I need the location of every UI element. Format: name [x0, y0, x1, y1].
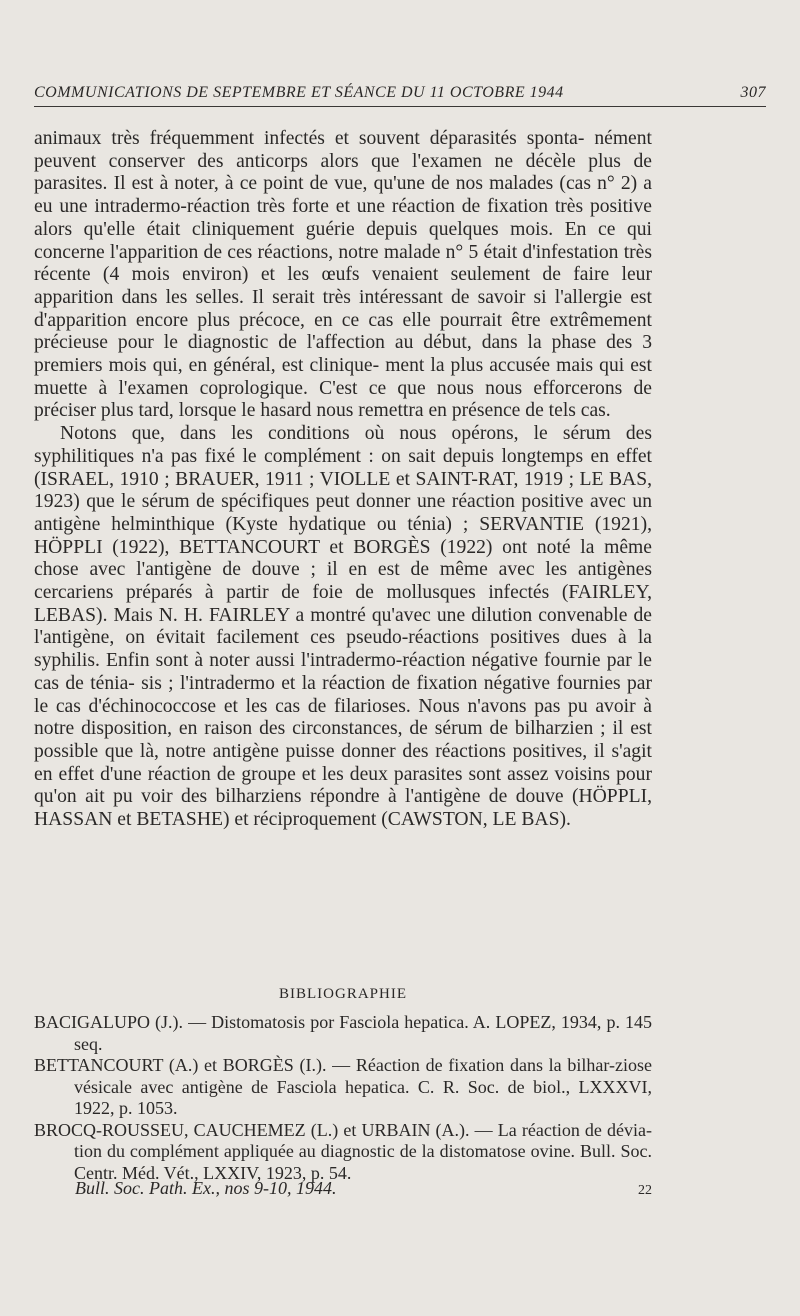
- bibliography-list: [34, 1012, 652, 1184]
- journal-citation: Bull. Soc. Path. Ex., nos 9-10, 1944.: [75, 1178, 337, 1198]
- bibliography-heading: BIBLIOGRAPHIE: [279, 986, 407, 1002]
- bibliography-entry: BROCQ-ROUSSEU, CAUCHEMEZ (L.) et URBAIN (A.). — La réaction de dévia-tion du complément appliquée au diagnostic de la distomatose ovine. Bull. Soc. Centr. Méd. Vét., LXXIV, 1923, p. 54.: [34, 1119, 652, 1183]
- p2-line: bilharziens répondre à l'antigène de douve (HÖPPLI, HASSAN et: [34, 786, 652, 831]
- p1-line: hasard nous remettra en présence de tels cas.: [260, 400, 611, 422]
- p1-line: dans les selles. Il serait très intéressant de savoir si l'allergie est: [121, 286, 652, 308]
- p1-line: nément peuvent conserver des anticorps alors que l'examen ne: [34, 128, 652, 172]
- signature-mark: 22: [638, 1183, 652, 1198]
- p2-line: ces pseudo-réactions positives dues à la syphilis. Enfin sont à noter: [34, 627, 653, 672]
- p2-line: ont noté la même chose avec l'antigène de douve ; il en est de: [34, 536, 652, 581]
- p2-line: en effet (ISRAEL, 1910 ; BRAUER, 1911 ; VIOLLE et SAINT-RAT, 1919 ;: [34, 445, 652, 490]
- p1-line: dans la phase des 3 premiers mois qui, en général, est clinique-: [34, 332, 652, 377]
- p1-line: extrêmement précieuse pour le diagnostic de l'affection au début,: [34, 309, 652, 354]
- p2-line: Notons que, dans les conditions où nous opérons, le sérum des: [60, 423, 652, 445]
- p2-line: aussi l'intradermo-réaction négative fournie par le cas de ténia-: [34, 650, 652, 694]
- paragraph-1: [34, 128, 652, 423]
- p2-line: à notre disposition, en raison des circonstances, de sérum de: [34, 695, 652, 740]
- header-rule: [34, 106, 766, 107]
- page-footer: [75, 1178, 652, 1199]
- p2-line: syphilitiques n'a pas fixé le complément : on sait depuis longtemps: [34, 445, 591, 467]
- p1-line: réactions, notre malade n° 5 était d'infestation très récente (4 mois: [34, 241, 652, 286]
- p1-line: animaux très fréquemment infectés et souvent déparasités sponta-: [34, 128, 595, 149]
- p2-line: LE BAS, 1923) que le sérum de spécifiques peut donner une réaction: [34, 468, 652, 513]
- p2-line: qu'avec une dilution convenable de l'antigène, on évitait facilement: [34, 604, 652, 649]
- p2-line: SERVANTIE (1921), HÖPPLI (1922), BETTANCOURT et BORGÈS (1922): [34, 513, 652, 558]
- p2-line: positive avec un antigène helminthique (Kyste hydatique ou ténia) ;: [34, 491, 652, 535]
- p1-line: guérie depuis quelques mois. En ce qui concerne l'apparition de ces: [34, 218, 652, 263]
- page-number: 307: [740, 84, 766, 101]
- p2-line: sis ; l'intradermo et la réaction de fixation négative fournies par le: [34, 672, 653, 717]
- p1-line: décèle plus de parasites. Il est à noter, à ce point de vue, qu'une: [34, 150, 653, 195]
- body-text: [34, 128, 652, 832]
- paragraph-2: [34, 423, 652, 832]
- bibliography-entry: BACIGALUPO (J.). — Distomatosis por Fasciola hepatica. A. LOPEZ, 1934, p. 145 seq.: [34, 1012, 652, 1054]
- p2-line: BETASHE) et réciproquement (CAWSTON, LE BAS).: [136, 809, 571, 831]
- running-title: COMMUNICATIONS DE SEPTEMBRE ET SÉANCE DU 11 OCTOBRE 1944: [34, 84, 564, 101]
- p2-line: cas d'échinococcose et les cas de filarioses. Nous n'avons pas pu avoir: [55, 695, 644, 717]
- p1-line: C'est ce que nous nous efforcerons de préciser plus tard, lorsque le: [34, 377, 652, 422]
- p2-line: mollusques infectés (FAIRLEY, LEBAS). Mais N. H. FAIRLEY a montré: [34, 582, 653, 626]
- p2-line: les deux parasites sont assez voisins pour qu'on ait pu voir des: [34, 763, 652, 808]
- p2-line: bilharzien ; il est possible que là, notre antigène puisse donner des: [34, 718, 652, 762]
- p1-line: ment la plus accusée mais qui est muette à l'examen coprologique.: [34, 355, 652, 399]
- p1-line: environ) et les œufs venaient seulement de faire leur apparition: [34, 264, 652, 308]
- bibliography-entry: BETTANCOURT (A.) et BORGÈS (I.). — Réaction de fixation dans la bilhar-ziose vésicale avec antigène de Fasciola hepatica. C. R. Soc. de biol., LXXXVI, 1922, p. 1053.: [34, 1055, 652, 1118]
- p2-line: même avec les antigènes cercariens préparés à partir de foie de: [34, 559, 652, 604]
- p2-line: réactions positives, il s'agit en effet d'une réaction de groupe et: [34, 740, 652, 785]
- running-head: [34, 84, 766, 102]
- p1-line: d'apparition encore plus précoce, en ce cas elle pourrait être: [34, 309, 550, 331]
- p1-line: une réaction de fixation très positive alors qu'elle était cliniquement: [34, 196, 652, 240]
- p1-line: de nos malades (cas n° 2) a eu une intradermo-réaction très forte et: [34, 173, 652, 218]
